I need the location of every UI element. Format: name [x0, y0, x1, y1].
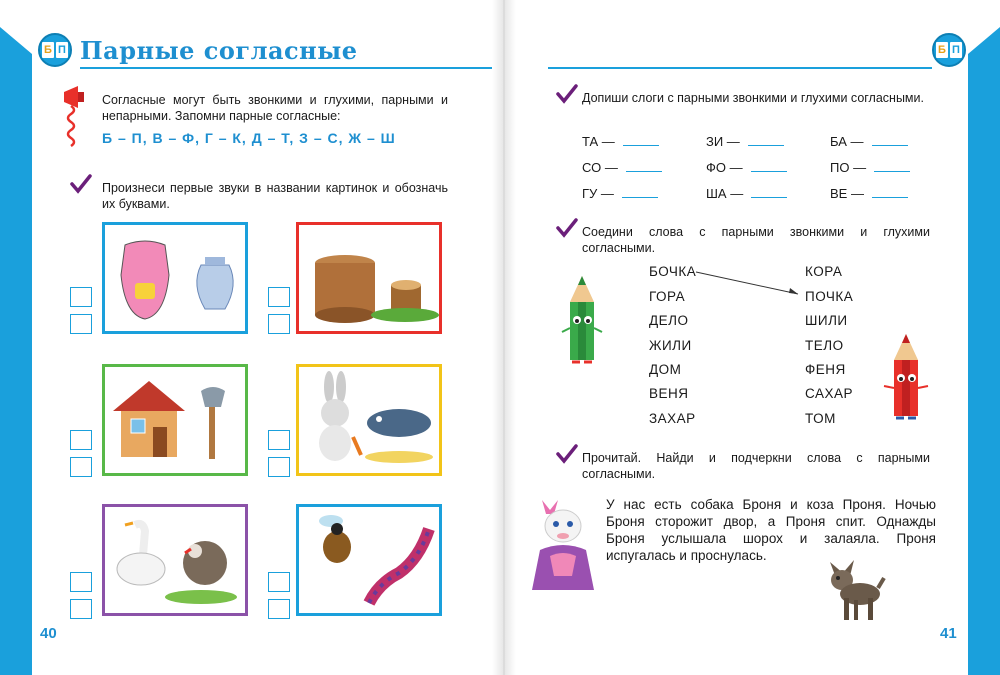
task2-text: Соедини слова с парными звонкими и глухими согласными. [582, 225, 930, 255]
syllable-label: ВЕ — [830, 186, 864, 201]
syllable-blank[interactable] [748, 145, 784, 146]
left-word-2[interactable]: ГОРА [649, 289, 686, 304]
page-number-right: 41 [940, 625, 957, 642]
picture-beetle-scarf [296, 504, 442, 616]
page-right [516, 0, 968, 675]
left-word-4[interactable]: ЖИЛИ [649, 338, 692, 353]
megaphone-icon [62, 86, 86, 150]
letter-box-3a[interactable] [70, 430, 92, 450]
syllable-r3c3 [830, 186, 908, 201]
picture-rabbit-catfish [296, 364, 442, 476]
right-word-6[interactable]: САХАР [805, 386, 853, 401]
right-word-3[interactable]: ШИЛИ [805, 313, 848, 328]
story-text: У нас есть собака Броня и коза Проня. Ночью Броня сторожит двор, а Проня спит. Однажды Броня услышала шорох и залаяла. Проня испугалась и проснулась. [606, 497, 936, 563]
letter-box-4a[interactable] [268, 430, 290, 450]
left-word-6[interactable]: ВЕНЯ [649, 386, 689, 401]
syllable-label: БА — [830, 134, 864, 149]
consonant-pairs: Б – П, В – Ф, Г – К, Д – Т, З – С, Ж – Ш [102, 130, 396, 146]
syllable-label: ЗИ — [706, 134, 740, 149]
letter-box-2b[interactable] [268, 314, 290, 334]
book-badge-icon-right [932, 33, 966, 67]
header-line-right [548, 67, 932, 69]
syllable-r3c1 [582, 186, 658, 201]
dog-icon [824, 556, 886, 624]
checkmark-icon [556, 444, 578, 464]
green-pencil-icon [560, 276, 604, 370]
barrel-and-stump-icon [299, 225, 439, 331]
badge-letter-p: П [950, 42, 962, 58]
syllable-r2c3 [830, 160, 910, 175]
syllable-r1c1 [582, 134, 659, 149]
letter-box-5a[interactable] [70, 572, 92, 592]
rabbit-and-catfish-icon [299, 367, 439, 473]
checkmark-icon [70, 174, 92, 194]
goat-girl-icon [526, 490, 600, 602]
letter-box-1a[interactable] [70, 287, 92, 307]
task1-text: Допиши слоги с парными звонкими и глухими согласными. [582, 91, 924, 105]
letter-box-4b[interactable] [268, 457, 290, 477]
syllable-label: ПО — [830, 160, 867, 175]
picture-apron-vase [102, 222, 248, 334]
letter-box-6a[interactable] [268, 572, 290, 592]
book-badge-icon [38, 33, 72, 67]
beetle-and-scarf-icon [299, 507, 439, 613]
letter-box-1b[interactable] [70, 314, 92, 334]
goose-and-turkey-icon [105, 507, 245, 613]
right-blue-edge [968, 0, 1000, 675]
right-word-4[interactable]: ТЕЛО [805, 338, 844, 353]
left-word-1[interactable]: БОЧКА [649, 264, 697, 279]
syllable-blank[interactable] [751, 171, 787, 172]
badge-letter-b: Б [42, 42, 54, 58]
intro-text: Согласные могут быть звонкими и глухими, парными и непарными. Запомни парные согласные: [102, 93, 448, 123]
left-word-7[interactable]: ЗАХАР [649, 411, 696, 426]
syllable-label: ФО — [706, 160, 743, 175]
letter-box-6b[interactable] [268, 599, 290, 619]
left-blue-edge [0, 0, 32, 675]
syllable-label: ША — [706, 186, 744, 201]
page-number-left: 40 [40, 625, 57, 642]
syllable-blank[interactable] [874, 171, 910, 172]
house-and-axe-icon [105, 367, 245, 473]
left-word-5[interactable]: ДОМ [649, 362, 682, 377]
left-word-3[interactable]: ДЕЛО [649, 313, 689, 328]
page-left [32, 0, 492, 675]
letter-box-5b[interactable] [70, 599, 92, 619]
syllable-r2c1 [582, 160, 662, 175]
right-word-5[interactable]: ФЕНЯ [805, 362, 846, 377]
syllable-label: ГУ — [582, 186, 614, 201]
apron-and-vase-icon [105, 225, 245, 331]
syllable-blank[interactable] [872, 197, 908, 198]
checkmark-icon [556, 218, 578, 238]
task-text: Произнеси первые звуки в названии картинок и обозначь их буквами. [102, 181, 448, 211]
task3-text: Прочитай. Найди и подчеркни слова с парными согласными. [582, 451, 930, 481]
right-word-7[interactable]: ТОМ [805, 411, 836, 426]
syllable-blank[interactable] [623, 145, 659, 146]
syllable-r1c3 [830, 134, 908, 149]
syllable-r1c2 [706, 134, 784, 149]
badge-letter-p: П [56, 42, 68, 58]
syllable-label: СО — [582, 160, 618, 175]
letter-box-2a[interactable] [268, 287, 290, 307]
checkmark-icon [556, 84, 578, 104]
syllable-r2c2 [706, 160, 787, 175]
picture-barrel-stump [296, 222, 442, 334]
letter-box-3b[interactable] [70, 457, 92, 477]
picture-goose-turkey [102, 504, 248, 616]
book-gutter [492, 0, 516, 675]
right-word-2[interactable]: ПОЧКА [805, 289, 854, 304]
red-pencil-icon [882, 334, 930, 426]
example-connector-arrow [694, 266, 806, 300]
syllable-label: ТА — [582, 134, 615, 149]
picture-house-axe [102, 364, 248, 476]
syllable-r3c2 [706, 186, 787, 201]
syllable-blank[interactable] [751, 197, 787, 198]
syllable-blank[interactable] [626, 171, 662, 172]
syllable-blank[interactable] [872, 145, 908, 146]
badge-letter-b: Б [936, 42, 948, 58]
page-title: Парные согласные [80, 36, 358, 65]
syllable-blank[interactable] [622, 197, 658, 198]
title-underline [80, 67, 492, 69]
right-word-1[interactable]: КОРА [805, 264, 843, 279]
